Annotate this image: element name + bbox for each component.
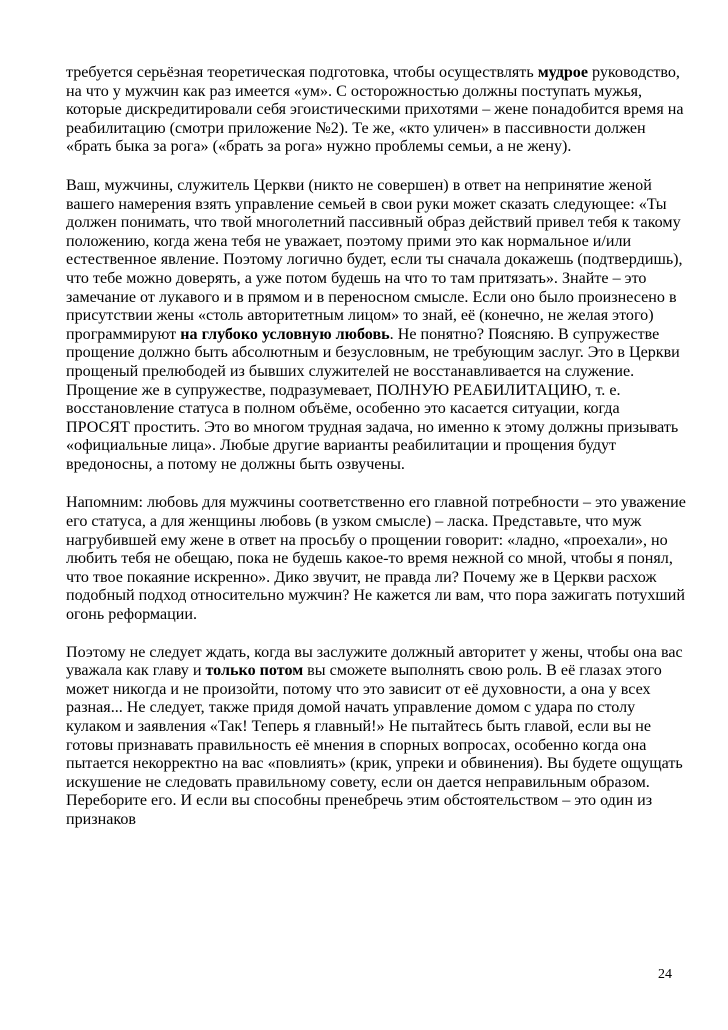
bold-text-run: мудрое: [537, 64, 588, 81]
document-body: [66, 64, 686, 850]
text-run: Напомним: любовь для мужчины соответственно его главной потребности – это уважение его статуса, а для женщины любовь (в узком смысле) – ласка. Представьте, что муж нагрубившей ему жене в ответ на просьбу о прощении говорит: «ладно, «проехали», но любить тебя не обещаю, пока не будешь какое-то время нежной со мной, чтобы я понял, что твое покаяние искренно». Дико звучит, не правда ли? Почему же в Церкви расхож подобный подход относительно мужчин? Не кажется ли вам, что пора зажигать потухший огонь реформации.: [66, 494, 686, 624]
text-run: вы сможете выполнять свою роль. В её глазах этого может никогда и не произойти, потому что это зависит от её духовности, а она у всех разная... Не следует, также придя домой начать управление домом с удара по столу кулаком и заявления «Так! Теперь я главный!» Не пытайтесь быть главой, если вы не готовы признавать правильность её мнения в спорных вопросах, особенно когда она пытается некорректно на вас «повлиять» (крик, упреки и обвинения). Вы будете ощущать искушение не следовать правильному совету, если он дается неправильным образом. Переборите его. И если вы способны пренебречь этим обстоятельством – это один из признаков: [66, 662, 683, 828]
paragraph: [66, 494, 686, 624]
text-run: Ваш, мужчины, служитель Церкви (никто не совершен) в ответ на непринятие женой вашего намерения взять управление семьей в свои руки может сказать следующее: «Ты должен понимать, что твой многолетний пассивный образ действий привел тебя к такому положению, когда жена тебя не уважает, поэтому прими это как нормальное и/или естественное явление. Поэтому логично будет, если ты сначала докажешь (подтвердишь), что тебе можно доверять, а уже потом будешь на что то там притязать». Знайте – это замечание от лукавого и в прямом и в переносном смысле. Если оно было произнесено в присутствии жены «столь авторитетным лицом» то знай, её (конечно, не желая этого) программируют: [66, 176, 683, 343]
paragraph: [66, 177, 686, 475]
bold-text-run: только потом: [205, 662, 304, 680]
text-run: . Не понятно? Поясняю. В супружестве прощение должно быть абсолютным и безусловным, не требующим заслуг. Это в Церкви прощеный прелюбодей из бывших служителей не восстанавливается на служение. Прощение же в супружестве, подразумевает, ПОЛНУЮ РЕАБИЛИТАЦИЮ, т. е. восстановление статуса в полном объёме, особенно это касается ситуации, когда ПРОСЯТ простить. Это во многом трудная задача, но именно к этому должны призывать «официальные лица». Любые другие варианты реабилитации и прощения будут вредоносны, а потому не должны быть озвучены.: [66, 325, 680, 473]
text-run: Поэтому не следует ждать, когда вы заслужите должный авторитет у жены, чтобы она вас уважала как главу и: [66, 643, 683, 680]
text-run: руководство, на что у мужчин как раз имеется «ум». С осторожностью должны поступать мужья, которые дискредитировали себя эгоистическими прихотями – жене понадобится время на реабилитацию (смотри приложение №2). Те же, «кто уличен» в пассивности должен «брать быка за рога» («брать за рога» нужно проблемы семьи, а не жену).: [66, 64, 684, 156]
bold-text-run: на глубоко условную любовь: [180, 325, 390, 343]
paragraph: [66, 64, 686, 157]
paragraph: [66, 644, 686, 830]
page-number: 24: [658, 967, 672, 982]
text-run: требуется серьёзная теоретическая подготовка, чтобы осуществлять: [66, 64, 538, 81]
